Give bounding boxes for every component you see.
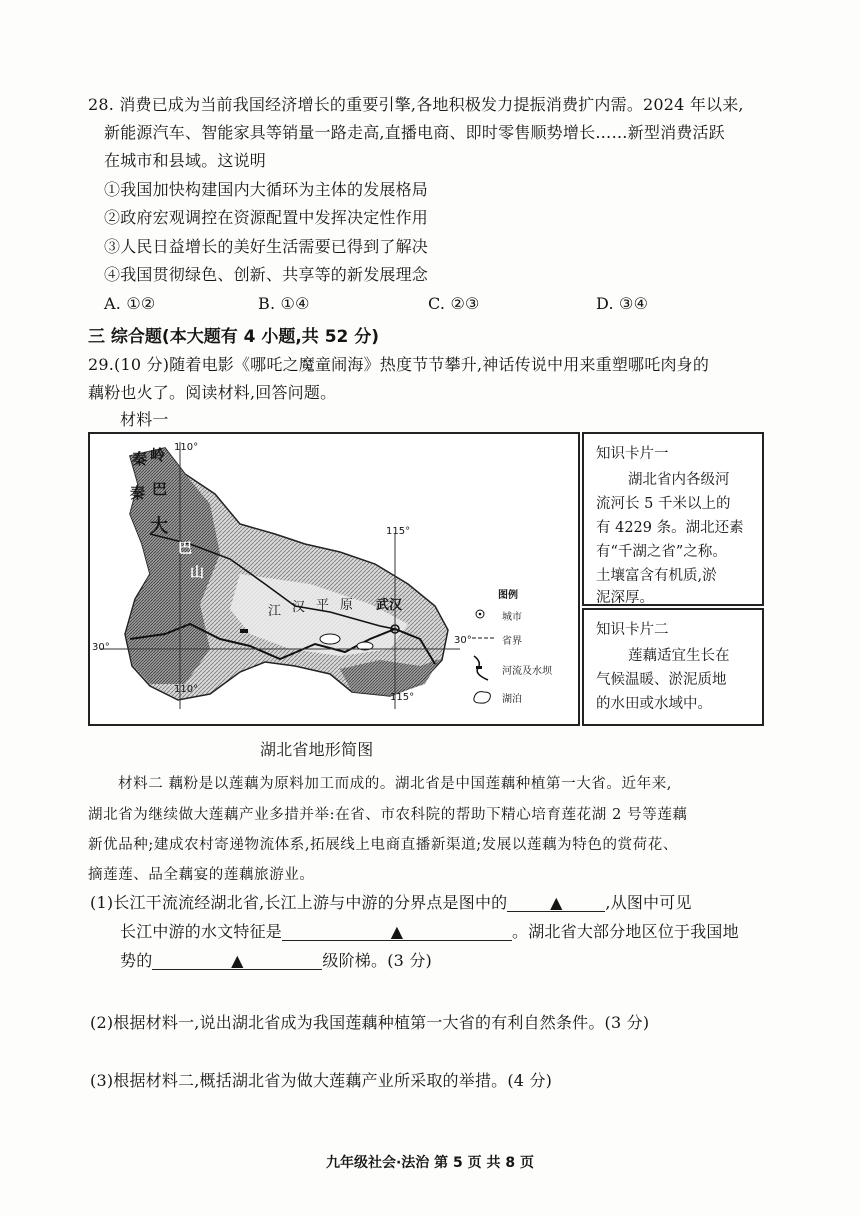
knowledge-card-1 — [582, 432, 764, 606]
q28-option-a: A. ①② — [104, 294, 156, 313]
q28-option-b: B. ①④ — [258, 294, 310, 313]
knowledge-card-2 — [582, 608, 764, 726]
label-daba-da: 大 — [150, 516, 168, 537]
sub1-line1 — [90, 893, 692, 913]
sub1-line3 — [120, 951, 432, 971]
blank-1-mark: ▲ — [550, 893, 563, 912]
card2-title: 知识卡片二 — [596, 622, 669, 638]
label-ling: 岭 — [150, 446, 166, 464]
q28-statement-1: ①我国加快构建国内大循环为主体的发展格局 — [104, 180, 429, 199]
hubei-terrain-map — [88, 432, 580, 726]
label-110-top: 110° — [174, 442, 199, 453]
material1-label: 材料一 — [120, 410, 169, 429]
card1-title: 知识卡片一 — [596, 446, 669, 462]
section-3-heading: 三 综合题(本大题有 4 小题,共 52 分) — [88, 327, 380, 347]
q28-statement-2: ②政府宏观调控在资源配置中发挥决定性作用 — [104, 208, 429, 227]
label-110-bottom: 110° — [174, 684, 199, 695]
legend-lake-label: 湖泊 — [502, 694, 522, 705]
legend-symbols — [470, 606, 500, 706]
sub2-text-b: 。湖北省大部分地区位于我国地 — [512, 922, 739, 941]
card1-line3: 有 4229 条。湖北还素 — [596, 520, 744, 536]
map-legend — [470, 586, 570, 706]
sub3-text-b: 级阶梯。(3 分) — [322, 951, 432, 970]
sub2-text-a: 长江中游的水文特征是 — [120, 922, 283, 941]
label-plain-han: 汉 — [292, 600, 306, 615]
q29-stem-line1: 29.(10 分)随着电影《哪吒之魔童闹海》热度节节攀升,神话传说中用来重塑哪吒肉身的 — [88, 355, 710, 374]
legend-river-label: 河流及水坝 — [502, 666, 552, 677]
answer-blank-3[interactable] — [152, 951, 322, 970]
card2-line1: 莲藕适宜生长在 — [628, 648, 730, 664]
label-qin-2: 秦 — [130, 484, 146, 502]
label-daba-ba: 巴 — [178, 541, 192, 557]
label-30-left: 30° — [92, 642, 110, 653]
card1-line1: 湖北省内各级河 — [628, 472, 730, 488]
label-daba-shan: 山 — [190, 565, 204, 581]
blank-3-mark: ▲ — [231, 951, 244, 970]
card1-line4: 有“千湖之省”之称。 — [596, 544, 727, 560]
q28-statement-3: ③人民日益增长的美好生活需要已得到了解决 — [104, 237, 429, 256]
card2-line2: 气候温暖、淤泥质地 — [596, 672, 727, 688]
label-115-bottom: 115° — [390, 692, 415, 703]
legend-border-label: 省界 — [502, 636, 522, 647]
answer-blank-2[interactable] — [282, 922, 512, 941]
q28-stem-line3: 在城市和县域。这说明 — [104, 151, 267, 170]
label-115-top: 115° — [386, 526, 411, 537]
sub3-text-a: 势的 — [120, 951, 153, 970]
q28-stem-line2: 新能源汽车、智能家具等销量一路走高,直播电商、即时零售顺势增长……新型消费活跃 — [104, 123, 725, 142]
sub-question-2: (2)根据材料一,说出湖北省成为我国莲藕种植第一大省的有利自然条件。(3 分) — [90, 1013, 650, 1032]
legend-city-label: 城市 — [502, 612, 522, 623]
q28-statement-4: ④我国贯彻绿色、创新、共享等的新发展理念 — [104, 265, 429, 284]
blank-2-mark: ▲ — [390, 922, 404, 941]
material2-line3: 新优品种;建成农村寄递物流体系,拓展线上电商直播新渠道;发展以莲藕为特色的赏荷花、 — [88, 837, 678, 853]
map-caption: 湖北省地形简图 — [260, 740, 374, 759]
material2-line4: 摘莲莲、品全藕宴的莲藕旅游业。 — [88, 867, 315, 883]
label-30-right: 30° — [454, 635, 472, 646]
label-plain-yuan: 原 — [340, 598, 354, 613]
label-plain-jiang: 江 — [268, 604, 282, 619]
card1-line5: 土壤富含有机质,淤 — [596, 568, 717, 584]
legend-title: 图例 — [498, 590, 518, 601]
page-footer: 九年级社会·法治 第 5 页 共 8 页 — [325, 1155, 535, 1171]
card2-line3: 的水田或水域中。 — [596, 696, 712, 712]
q28-stem-line1: 28. 消费已成为当前我国经济增长的重要引擎,各地积极发力提振消费扩内需。2024 年以来, — [88, 95, 744, 114]
sub1-text-a: (1)长江干流流经湖北省,长江上游与中游的分界点是图中的 — [90, 893, 508, 912]
legend-lake-icon — [474, 692, 491, 704]
material2-line1: 材料二 藕粉是以莲藕为原料加工而成的。湖北省是中国莲藕种植第一大省。近年来, — [118, 776, 673, 792]
sub1-text-b: ,从图中可见 — [605, 893, 692, 912]
dam-marker — [240, 629, 248, 633]
label-qin: 秦 — [132, 450, 148, 468]
label-plain-ping: 平 — [316, 598, 330, 613]
material2-line2: 湖北省为继续做大莲藕产业多措并举:在省、市农科院的帮助下精心培育莲花湖 2 号等莲藕 — [88, 807, 688, 823]
q29-stem-line2: 藕粉也火了。阅读材料,回答问题。 — [88, 383, 337, 402]
sub1-line2 — [120, 922, 739, 942]
sub-question-3: (3)根据材料二,概括湖北省为做大莲藕产业所采取的举措。(4 分) — [90, 1071, 553, 1090]
card1-line6: 泥深厚。 — [596, 590, 654, 606]
q28-option-c: C. ②③ — [428, 294, 480, 313]
label-wuhan: 武汉 — [376, 598, 403, 613]
label-ba-1: 巴 — [152, 480, 168, 498]
q28-option-d: D. ③④ — [596, 294, 649, 313]
lake-1 — [320, 634, 340, 644]
answer-blank-1[interactable] — [507, 893, 605, 912]
card1-line2: 流河长 5 千米以上的 — [596, 496, 731, 512]
